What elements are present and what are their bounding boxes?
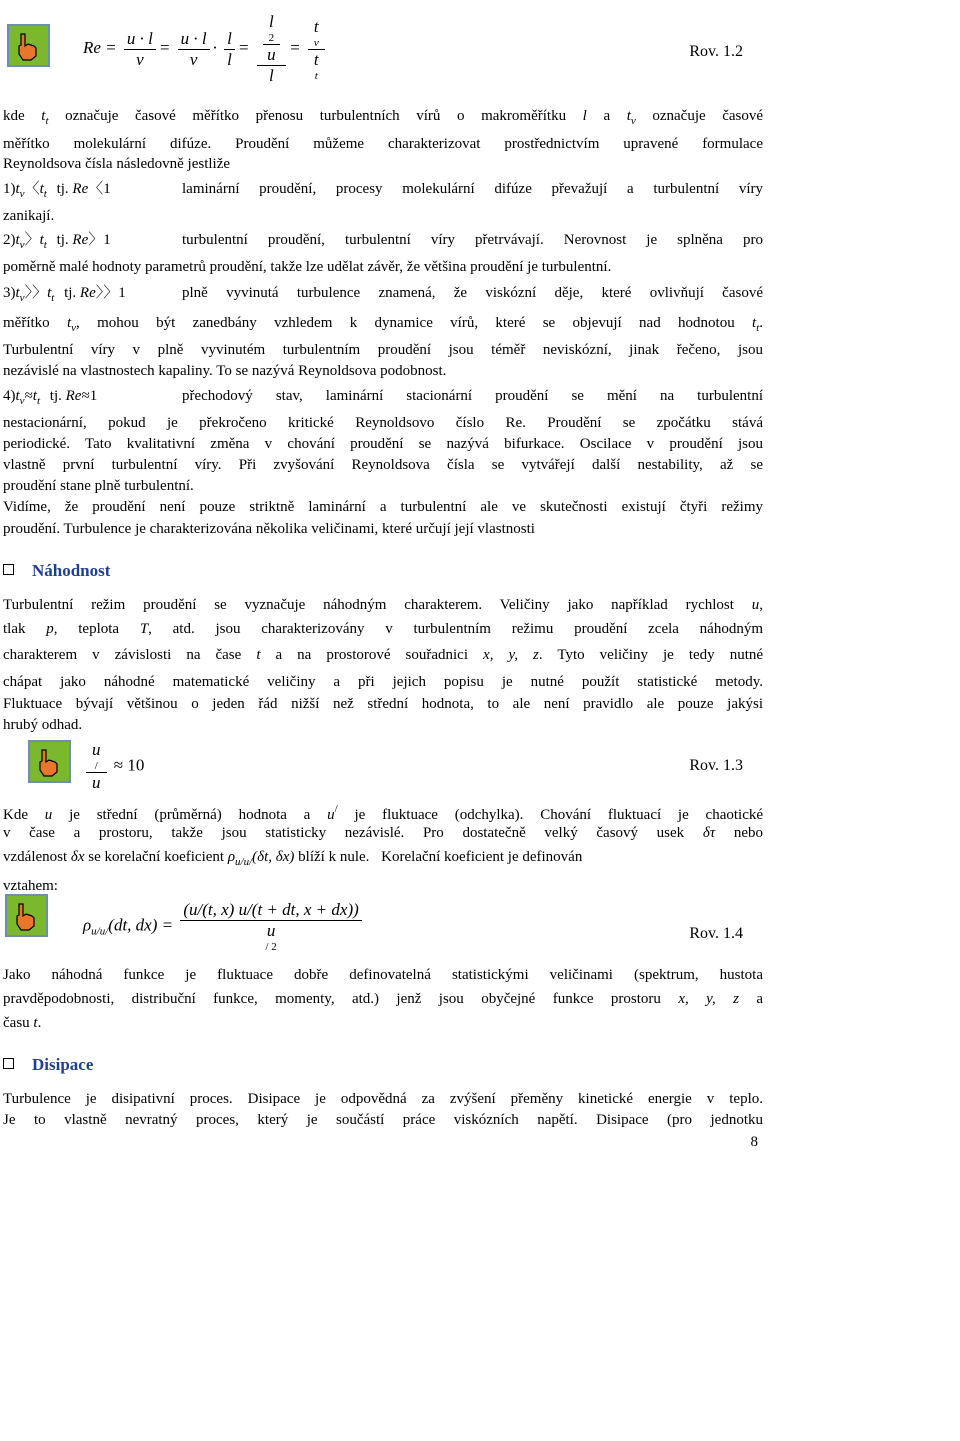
text-line: Je to vlastně nevratný proces, který je součástí práce viskózních napětí. Disipace (pro jednotku <box>3 1112 763 1128</box>
text-line: Turbulentní režim proudění se vyznačuje náhodným charakterem. Veličiny jako například rychlost u, <box>3 597 763 613</box>
text-line: proudění stane plně turbulentní. <box>3 478 194 494</box>
case-1-line: $1)t_\nu$〈$t_t$ tj. Re〈1 <box>3 181 111 200</box>
text-line: v čase a prostoru, takže jsou statisticky nezávislé. Pro dostatečně velký časový usek δτ nebo <box>3 825 764 841</box>
text-line: vlastně první turbulentní víry. Při zvyšování Reynoldsova čísla se vytvářejí další nestability, až se <box>3 457 763 473</box>
text-line: periodické. Tato kvalitativní změna v chování proudění se nazývá bifurkace. Oscilace v proudění jsou <box>3 436 763 452</box>
text-line: zanikají. <box>3 208 55 224</box>
text-line: Reynoldsova čísla následovně jestliže <box>3 156 231 172</box>
text-line: přechodový stav, laminární stacionární proudění se mění na turbulentní <box>182 388 763 404</box>
case-3-line: $3)t_\nu$〉〉$t_t$ tj. Re〉〉1 <box>3 285 126 304</box>
equation-label: Rov. 1.2 <box>689 43 743 60</box>
page-number: 8 <box>750 1134 758 1150</box>
text-line: charakterem v závislosti na čase t a na prostorové souřadnici x, y, z. Tyto veličiny je tedy nutné <box>3 647 764 663</box>
fraction: (u/(t, x) u/(t + dt, x + dx)) u / 2 <box>180 900 361 953</box>
text-line: Vidíme, že proudění není pouze striktně laminární a turbulentní ale ve skutečnosti existují čtyři režimy <box>3 499 763 515</box>
equation-label: Rov. 1.3 <box>689 757 743 774</box>
text-line: poměrně malé hodnoty parametrů proudění, takže lze udělat závěr, že většina proudění je turbulentní. <box>3 259 612 275</box>
section-heading-disipace: Disipace <box>3 1055 93 1075</box>
text-line: Fluktuace bývají většinou o jeden řád nižší než střední hodnota, to ale není pravidlo ale pouze jakýsi <box>3 696 763 712</box>
text-line: pravděpodobnosti, distribuční funkce, momenty, atd.) jenž jsou obyčejné funkce prostoru x, y, z a <box>3 991 764 1007</box>
case-2-line: $2)t_\nu$〉$t_t$ tj. Re〉1 <box>3 232 111 251</box>
nested-fraction: l 2 u l <box>257 12 287 86</box>
text-line: laminární proudění, procesy molekulární difúze převažují a turbulentní víry <box>182 181 763 197</box>
fraction: $\frac{l}{l}$ <box>224 29 235 70</box>
text-line: Turbulence je disipativní proces. Disipace je odpovědná za zvýšení přeměny kinetické energie v teplo. <box>3 1091 763 1107</box>
text-line: chápat jako náhodné matematické veličiny a při jejich popisu je nutné použít statistické metody. <box>3 674 763 690</box>
equation-1-3: u / u ≈ 10 <box>83 740 144 793</box>
text-line: nestacionární, pokud je překročeno kritické Reynoldsovo číslo Re. Proudění se zpočátku stává <box>3 415 763 431</box>
checkbox-bullet-icon <box>3 564 14 575</box>
text-line: plně vyvinutá turbulence znamená, že viskózní děje, které ovlivňují časové <box>182 285 763 301</box>
text-line: turbulentní proudění, turbulentní víry přetrvávají. Nerovnost je splněna pro <box>182 232 763 248</box>
text-line: vztahem: <box>3 878 58 894</box>
text-line: času t. <box>3 1015 42 1031</box>
case-4-line: $4)t_\nu\approx t_t$ tj. Re≈1 <box>3 388 98 407</box>
fraction: $\frac{u \cdot l}{\nu}$ <box>124 29 156 70</box>
pointing-hand-icon <box>28 740 71 783</box>
text-line: kde $t_t$ označuje časové měřítko přenosu turbulentních vírů o makroměřítku l a $t_v$ označuje časové <box>3 108 764 127</box>
text-line: tlak p, teplota T, atd. jsou charakterizovány v turbulentním režimu proudění zcela náhodným <box>3 621 764 637</box>
text-line: hrubý odhad. <box>3 717 83 733</box>
equation-label: Rov. 1.4 <box>689 925 743 942</box>
checkbox-bullet-icon <box>3 1058 14 1069</box>
document-page <box>3 0 763 1153</box>
text-line: Jako náhodná funkce je fluktuace dobře definovatelná statistickými veličinami (spektrum, hustota <box>3 967 763 983</box>
text-line: proudění. Turbulence je charakterizována několika veličinami, které určují její vlastnosti <box>3 521 535 537</box>
text-line: vzdálenost δx se korelační koeficient $\rho_{u/u/}(\delta t$, δx) blíží k nule. Korelační koeficient je definován <box>3 849 583 868</box>
text-line: měřítko $t_v$, mohou být zanedbány vzhledem k dynamice vírů, které se objevují nad hodnotou $t_t$. <box>3 315 763 334</box>
text-line: nezávislé na vlastnostech kapaliny. To se nazývá Reynoldsova podobnost. <box>3 363 447 379</box>
pointing-hand-icon <box>7 24 50 67</box>
section-heading-nahodnost: Náhodnost <box>3 561 110 581</box>
fraction: t v t t <box>308 17 325 82</box>
equation-1-4: $\rho_{u/u/}(dt$, dx) = (u/(t, x) u/(t + dt, x + dx)) u / 2 <box>83 900 365 953</box>
text-line: měřítko molekulární difúze. Proudění můžeme charakterizovat prostřednictvím upravené formulace <box>3 136 763 152</box>
fraction: $\frac{u \cdot l}{\nu}$ <box>178 29 210 70</box>
pointing-hand-icon <box>5 894 48 937</box>
text-line: Turbulentní víry v plně vyvinutém turbulentním proudění jsou téměř neviskózní, jinak řečeno, jsou <box>3 342 763 358</box>
text-line: Kde u je střední (průměrná) hodnota a u/ je fluktuace (odchylka). Chování fluktuací je chaotické <box>3 803 764 823</box>
fraction: u / u <box>86 740 107 793</box>
equation-1-2: Re = $\frac{u \cdot l}{\nu}$ = $\frac{u \cdot l}{\nu}$ · $\frac{l}{l}$ = l 2 u l = t v t t <box>83 12 328 86</box>
